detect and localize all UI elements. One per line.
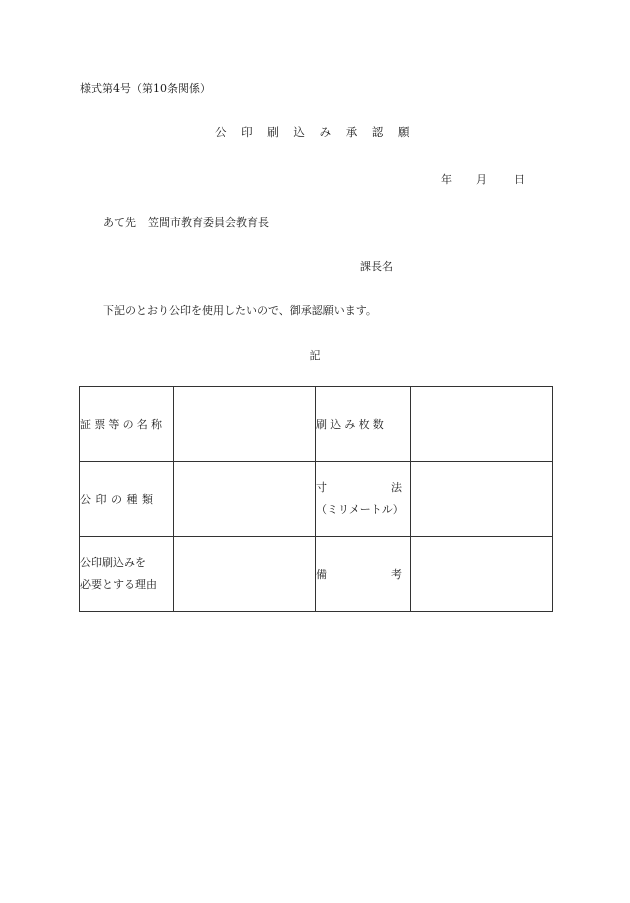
remarks-label (316, 537, 411, 612)
reason-label-line2: 必要とする理由 (80, 578, 157, 591)
date-year-label: 年 (441, 173, 452, 186)
applicant-label: 課長名 (360, 260, 393, 273)
request-text: 下記のとおり公印を使用したいので、御承認願います。 (103, 304, 377, 317)
seal-type-field[interactable] (174, 462, 316, 537)
size-label-sun: 寸 (316, 481, 327, 494)
addressee (103, 214, 269, 230)
certificate-name-label: 証票等の名称 (80, 387, 174, 462)
table-row (80, 462, 553, 537)
form-number: 様式第4号（第10条関係） (80, 82, 211, 95)
table-row (80, 537, 553, 612)
reason-label-line1: 公印刷込みを (80, 556, 146, 569)
ki-heading: 記 (309, 349, 321, 362)
addressee-name: 笠間市教育委員会教育長 (148, 216, 269, 229)
size-label (316, 462, 411, 537)
date-day-label: 日 (514, 173, 525, 186)
remarks-field[interactable] (411, 537, 553, 612)
size-label-line1 (316, 477, 410, 499)
remarks-label-row (316, 566, 410, 582)
date-month-label: 月 (476, 173, 487, 186)
size-unit-label: （ミリメートル） (316, 503, 404, 516)
print-count-label: 刷込み枚数 (316, 387, 411, 462)
size-field[interactable] (411, 462, 553, 537)
remarks-label-bi: 備 (316, 568, 327, 581)
reason-field[interactable] (174, 537, 316, 612)
certificate-name-field[interactable] (174, 387, 316, 462)
remarks-label-kou: 考 (391, 568, 402, 581)
details-table (79, 386, 553, 612)
reason-label (80, 537, 174, 612)
date-line (441, 171, 525, 187)
document-title: 公 印 刷 込 み 承 認 願 (214, 125, 416, 139)
seal-type-label: 公印の種類 (80, 462, 174, 537)
size-label-hou: 法 (391, 481, 402, 494)
print-count-field[interactable] (411, 387, 553, 462)
table-row (80, 387, 553, 462)
addressee-prefix: あて先 (103, 216, 136, 229)
